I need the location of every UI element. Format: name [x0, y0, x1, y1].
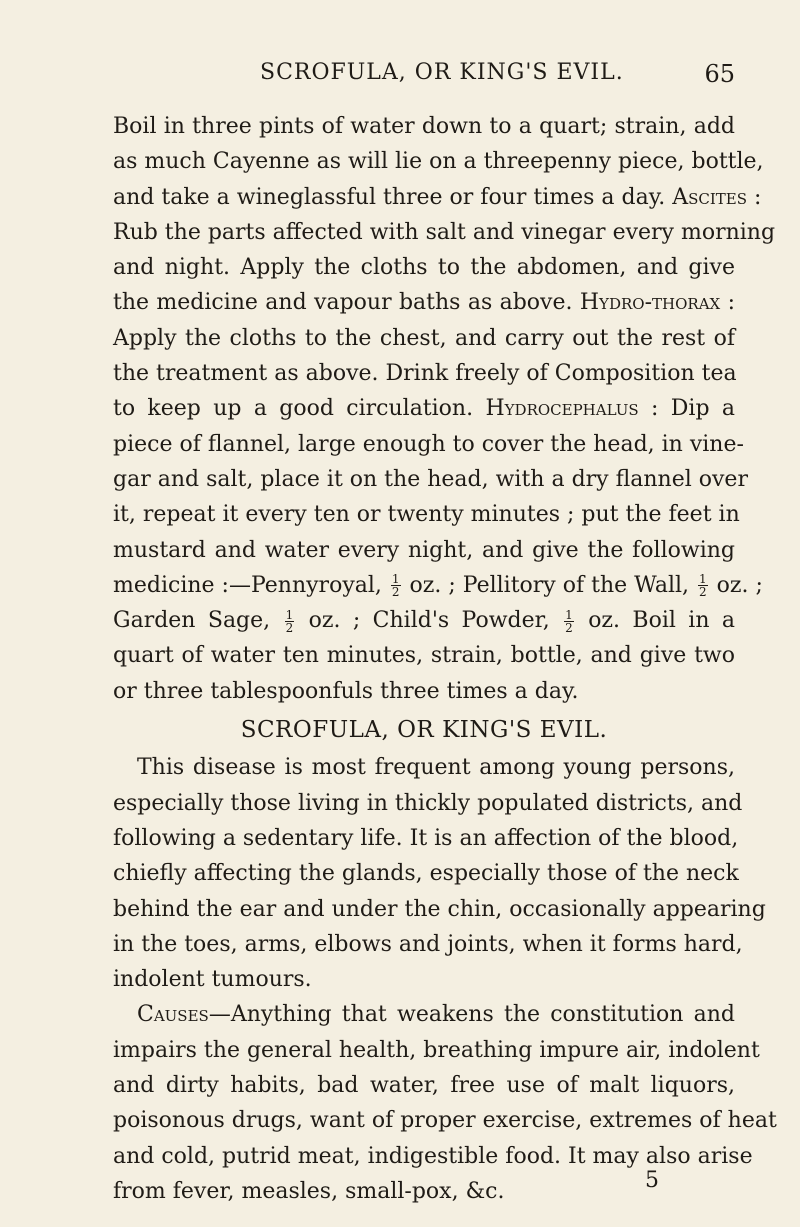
text-line: and night. Apply the cloths to the abdomen, and give: [113, 255, 735, 281]
fraction-half: $\frac{1}{2}$: [285, 607, 294, 635]
text-line: poisonous drugs, want of proper exercise, extremes of heat: [113, 1108, 777, 1134]
text-line: quart of water ten minutes, strain, bottle, and give two: [113, 643, 735, 669]
text-line: Boil in three pints of water down to a quart; strain, add: [113, 114, 735, 139]
text-line: from fever, measles, small-pox, &c.: [113, 1178, 505, 1204]
text-line: Garden Sage, $\frac{1}{2}$ oz. ; Child's Powder, $\frac{1}{2}$ oz. Boil in a: [113, 607, 736, 635]
text-line: Causes—Anything that weakens the constitution and: [137, 1002, 735, 1028]
text-line: it, repeat it every ten or twenty minutes ; put the feet in: [113, 502, 740, 528]
term-causes: Causes: [137, 1002, 209, 1028]
text-line: the treatment as above. Drink freely of Composition tea: [113, 361, 737, 387]
text-line: following a sedentary life. It is an affection of the blood,: [113, 825, 739, 851]
text-line: piece of flannel, large enough to cover the head, in vine-: [113, 431, 744, 457]
text-line: and take a wineglassful three or four times a day. Ascites :: [113, 184, 762, 210]
text-line: Apply the cloths to the chest, and carry out the rest of: [113, 325, 735, 351]
fraction-half: $\frac{1}{2}$: [391, 572, 400, 600]
text-line: This disease is most frequent among young persons,: [137, 755, 735, 781]
text-line: especially those living in thickly populated districts, and: [113, 790, 743, 816]
page-header: [105, 60, 735, 94]
term-ascites: Ascites: [672, 184, 748, 210]
text-line: to keep up a good circulation. Hydrocephalus : Dip a: [113, 396, 735, 422]
signature-mark: 5: [645, 1168, 659, 1193]
term-hydrocephalus: Hydrocephalus: [485, 396, 639, 422]
text-line: in the toes, arms, elbows and joints, when it forms hard,: [113, 931, 743, 957]
text-line: the medicine and vapour baths as above. Hydro-thorax :: [113, 290, 735, 316]
text-line: Rub the parts affected with salt and vinegar every morning: [113, 219, 776, 245]
text-line: impairs the general health, breathing impure air, indolent: [113, 1037, 760, 1063]
text-line: chiefly affecting the glands, especially those of the neck: [113, 861, 739, 887]
text-line: and cold, putrid meat, indigestible food. It may also arise: [113, 1143, 753, 1169]
text-line: medicine :—Pennyroyal, $\frac{1}{2}$ oz. ; Pellitory of the Wall, $\frac{1}{2}$ oz. ;: [113, 572, 763, 600]
text-line: behind the ear and under the chin, occasionally appearing: [113, 896, 766, 922]
term-hydro-thorax: Hydro-thorax: [579, 290, 721, 316]
text-line: as much Cayenne as will lie on a threepenny piece, bottle,: [113, 149, 764, 175]
text-line: gar and salt, place it on the head, with a dry flannel over: [113, 466, 748, 492]
fraction-half: $\frac{1}{2}$: [565, 607, 573, 635]
running-title: SCROFULA, OR KING'S EVIL.: [260, 60, 624, 85]
page-number: 65: [704, 60, 735, 88]
fraction-half: $\frac{1}{2}$: [699, 572, 707, 600]
text-line: mustard and water every night, and give the following: [113, 537, 735, 563]
body-text: [113, 109, 777, 1209]
text-line: or three tablespoonfuls three times a day.: [113, 678, 579, 704]
text-line: indolent tumours.: [113, 967, 312, 993]
section-heading: SCROFULA, OR KING'S EVIL.: [240, 717, 608, 744]
text-line: and dirty habits, bad water, free use of malt liquors,: [113, 1073, 735, 1099]
